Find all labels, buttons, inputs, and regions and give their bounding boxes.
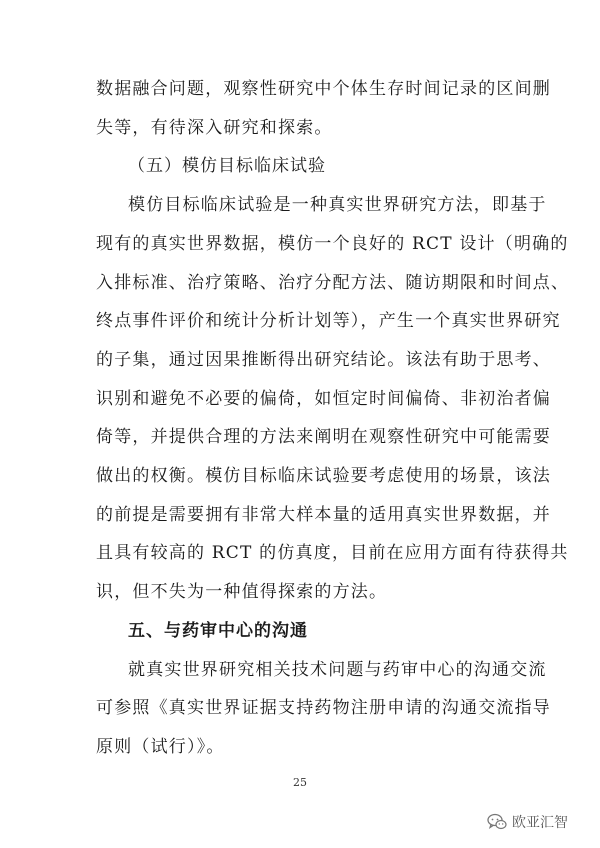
paragraph-line: 做出的权衡。模仿目标临床试验要考虑使用的场景，该法 — [96, 466, 551, 486]
paragraph-line: 终点事件评价和统计分析计划等），产生一个真实世界研究 — [96, 311, 561, 331]
paragraph-line: 失等，有待深入研究和探索。 — [96, 118, 333, 138]
paragraph-line: 可参照《真实世界证据支持药物注册申请的沟通交流指导 — [96, 698, 551, 718]
paragraph-line: 且具有较高的 RCT 的仿真度，目前在应用方面有待获得共 — [96, 543, 569, 563]
paragraph-line: 现有的真实世界数据，模仿一个良好的 RCT 设计（明确的 — [96, 234, 569, 254]
watermark — [487, 812, 568, 832]
paragraph-line: 数据融合问题，观察性研究中个体生存时间记录的区间删 — [96, 79, 551, 99]
paragraph-line: 识别和避免不必要的偏倚，如恒定时间偏倚、非初治者偏 — [96, 389, 551, 409]
paragraph-line: 的子集，通过因果推断得出研究结论。该法有助于思考、 — [96, 350, 551, 370]
section-heading: 五、与药审中心的沟通 — [128, 621, 308, 641]
paragraph-line: 就真实世界研究相关技术问题与药审中心的沟通交流 — [128, 660, 547, 680]
subheading: （五）模仿目标临床试验 — [128, 156, 326, 176]
paragraph-line: 模仿目标临床试验是一种真实世界研究方法，即基于 — [128, 195, 547, 215]
watermark-text: 欧亚汇智 — [512, 815, 568, 831]
paragraph-line: 入排标准、治疗策略、治疗分配方法、随访期限和时间点、 — [96, 273, 570, 293]
wechat-icon — [487, 813, 507, 831]
paragraph-line: 的前提是需要拥有非常大样本量的适用真实世界数据，并 — [96, 505, 551, 525]
paragraph-line: 倚等，并提供合理的方法来阐明在观察性研究中可能需要 — [96, 427, 551, 447]
paragraph-line: 原则（试行）》。 — [96, 737, 225, 757]
page-number: 25 — [293, 776, 307, 789]
paragraph-line: 识，但不失为一种值得探索的方法。 — [96, 582, 388, 602]
